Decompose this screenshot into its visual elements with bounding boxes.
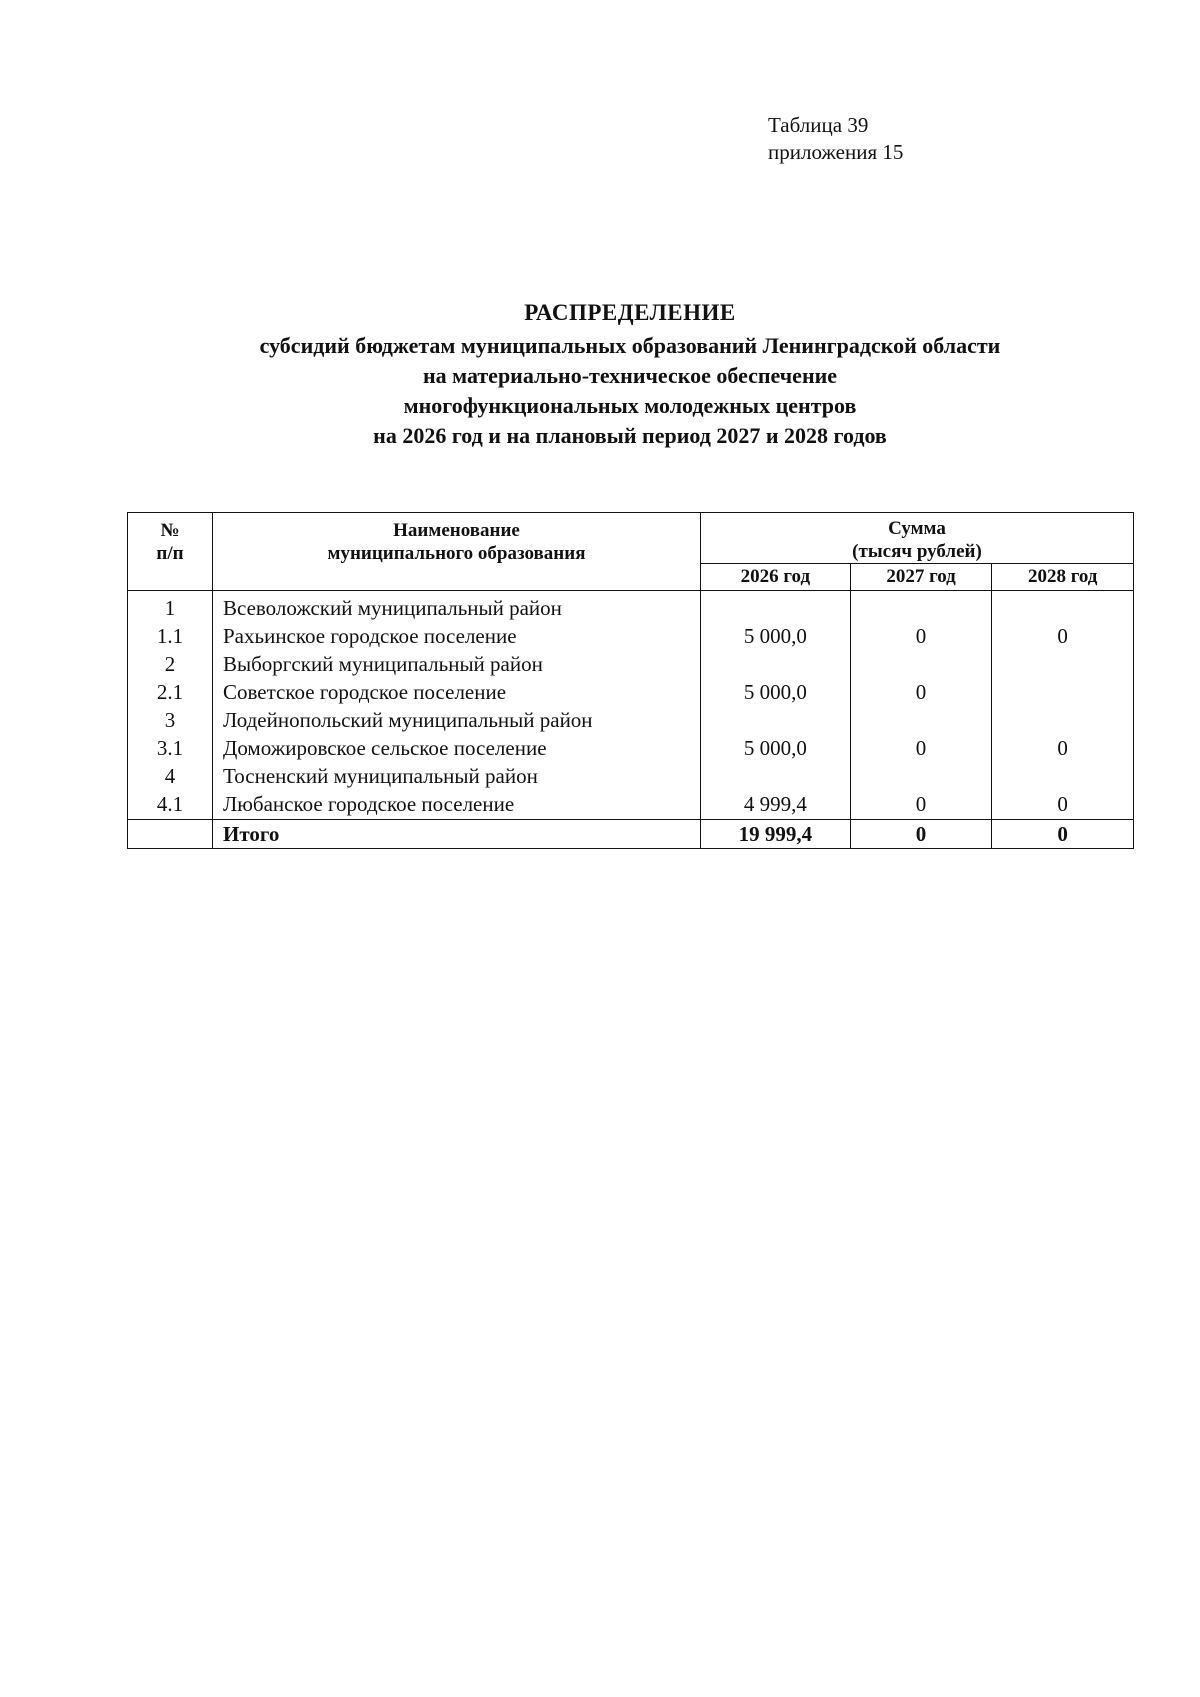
header-number: № п/п: [128, 513, 213, 591]
row-value-2026: 5 000,0: [743, 680, 807, 704]
table-body-block: [128, 591, 1134, 820]
row-number: 3: [164, 708, 176, 732]
number-column: [128, 591, 213, 820]
table-reference: [768, 112, 903, 166]
row-value-2028: [992, 678, 1133, 706]
total-number-cell: [128, 820, 213, 849]
header-sum: Сумма (тысяч рублей): [701, 513, 1134, 564]
row-value-2028: 0: [1057, 624, 1068, 648]
row-value-2027: 0: [915, 680, 927, 704]
row-value-2027: [851, 650, 992, 678]
title-line-4: многофункциональных молодежных центров: [403, 393, 857, 418]
row-name: Тосненский муниципальный район: [223, 764, 538, 788]
row-value-2026: 5 000,0: [743, 624, 807, 648]
total-2026: 19 999,4: [701, 820, 851, 849]
document-title: [0, 298, 1200, 451]
header-row-1: [128, 513, 1134, 564]
row-value-2026: [701, 594, 850, 622]
header-year-2028: 2028 год: [992, 564, 1134, 591]
row-value-2027: [851, 594, 992, 622]
distribution-table: [127, 512, 1134, 849]
row-value-2026: 5 000,0: [743, 736, 807, 760]
row-number: 4.1: [156, 792, 184, 816]
title-main: РАСПРЕДЕЛЕНИЕ: [524, 300, 736, 325]
row-name: Выборгский муниципальный район: [223, 652, 543, 676]
title-line-5: на 2026 год и на плановый период 2027 и 2028 годов: [373, 423, 887, 448]
header-name: Наименование муниципального образования: [213, 513, 701, 591]
row-name: Доможировское сельское поселение: [223, 736, 547, 760]
row-number: 3.1: [156, 736, 184, 760]
total-label: Итого: [213, 820, 701, 849]
row-value-2028: [992, 762, 1133, 790]
row-value-2026: [701, 762, 850, 790]
row-name: Всеволожский муниципальный район: [223, 596, 562, 620]
year-2028-column: [992, 591, 1134, 820]
year-2027-column: [850, 591, 992, 820]
row-value-2028: [992, 706, 1133, 734]
header-year-2027: 2027 год: [850, 564, 992, 591]
row-number: 2.1: [156, 680, 184, 704]
total-2027: 0: [850, 820, 992, 849]
row-value-2026: 4 999,4: [743, 792, 807, 816]
row-name: Советское городское поселение: [223, 680, 507, 704]
row-value-2026: [701, 706, 850, 734]
appendix-number: приложения 15: [768, 140, 904, 164]
row-value-2028: [992, 650, 1133, 678]
row-name: Рахьинское городское поселение: [223, 624, 517, 648]
year-2026-column: [701, 591, 851, 820]
header-year-2026: 2026 год: [701, 564, 851, 591]
row-value-2028: 0: [1057, 736, 1068, 760]
row-value-2028: 0: [1057, 792, 1068, 816]
row-number: 2: [164, 652, 176, 676]
row-value-2027: 0: [915, 736, 927, 760]
title-line-3: на материально-техническое обеспечение: [422, 363, 838, 388]
title-line-2: субсидий бюджетам муниципальных образований Ленинградской области: [259, 333, 1001, 358]
row-name: Лодейнопольский муниципальный район: [223, 708, 593, 732]
row-number: 4: [164, 764, 176, 788]
name-column: [213, 591, 701, 820]
row-number: 1.1: [156, 624, 184, 648]
row-value-2027: [851, 706, 992, 734]
row-value-2027: 0: [915, 624, 927, 648]
total-row: [128, 820, 1134, 849]
row-name: Любанское городское поселение: [223, 792, 515, 816]
table-number: Таблица 39: [768, 113, 869, 137]
table-body: [128, 591, 1134, 849]
row-value-2026: [701, 650, 850, 678]
row-value-2027: [851, 762, 992, 790]
row-value-2028: [992, 594, 1133, 622]
row-number: 1: [164, 596, 176, 620]
total-2028: 0: [992, 820, 1134, 849]
row-value-2027: 0: [915, 792, 927, 816]
